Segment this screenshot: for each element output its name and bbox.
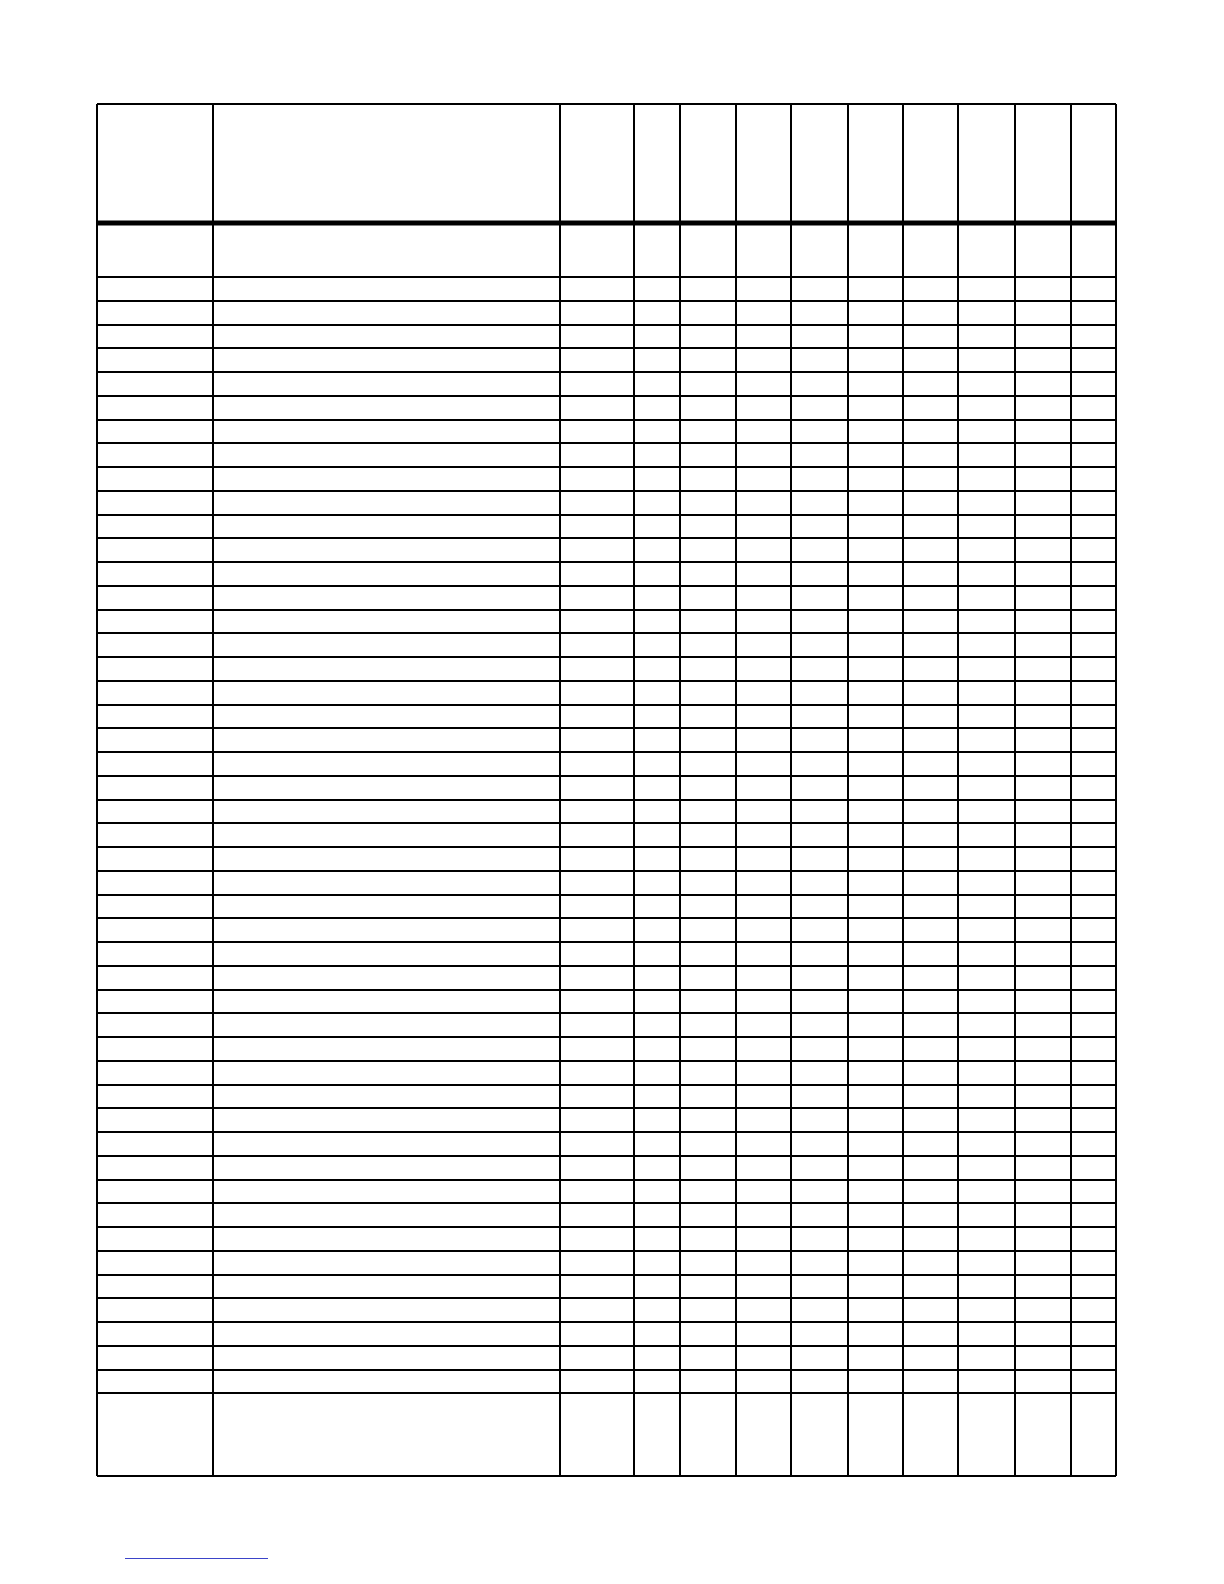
footer-link-underline[interactable]: [125, 1558, 268, 1559]
